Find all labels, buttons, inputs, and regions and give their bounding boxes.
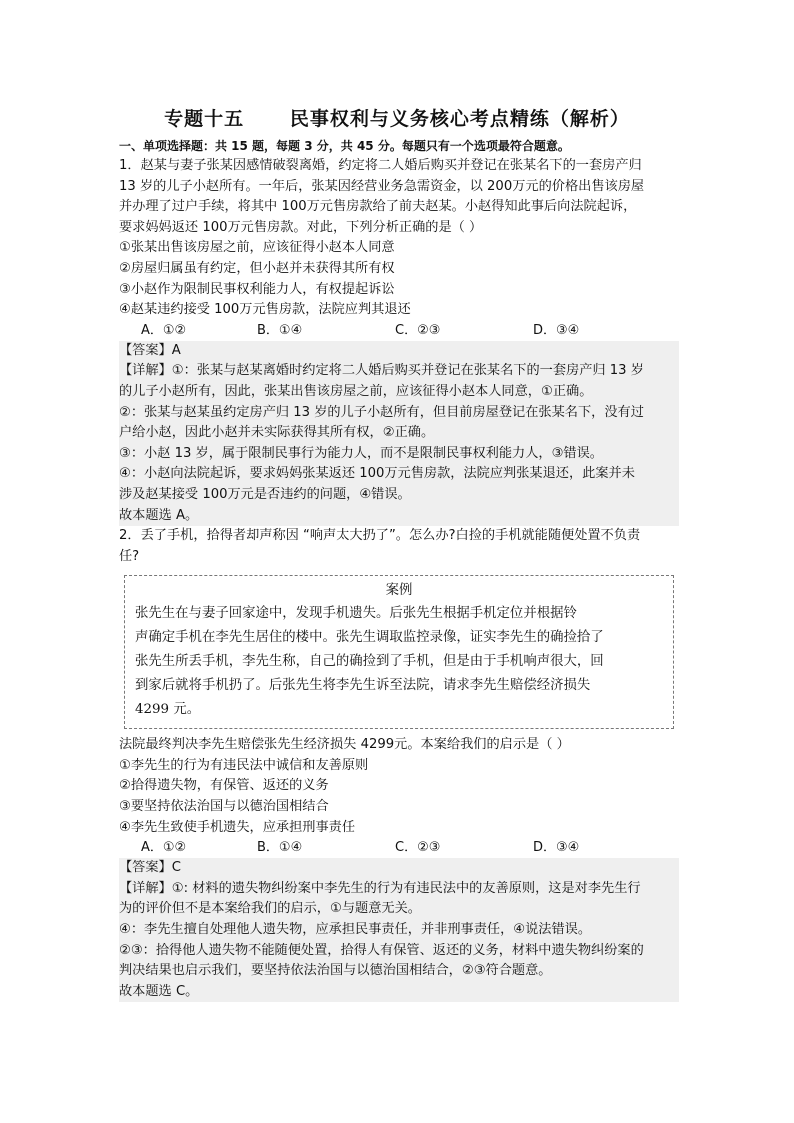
q1-item: ③小赵作为限制民事权利能力人，有权提起诉讼 xyxy=(119,281,395,297)
q2-analysis-line: 为的评价但不是本案给我们的启示，①与题意无关。 xyxy=(119,901,421,917)
case-line: 到家后就将手机扔了。后张先生将李先生诉至法院，请求李先生赔偿经济损失 xyxy=(135,678,591,694)
q1-item: ④赵某违约接受 100万元售房款，法院应判其退还 xyxy=(119,302,411,318)
case-box xyxy=(124,575,674,729)
q1-stem-line: 13 岁的儿子小赵所有。一年后，张某因经营业务急需资金，以 200万元的价格出售该房屋 xyxy=(119,178,645,194)
q2-stem-line: 任? xyxy=(119,548,140,564)
q1-stem-line: 要求妈妈返还 100万元售房款。对此，下列分析正确的是（ ） xyxy=(119,219,483,235)
page-title: 专题十五 民事权利与义务核心考点精练（解析） xyxy=(164,108,630,130)
q2-item: ①李先生的行为有违民法中诚信和友善原则 xyxy=(119,757,369,773)
q2-analysis-line: 【详解】①: 材料的遗失物纠纷案中李先生的行为有违民法中的友善原则，这是对李先生行 xyxy=(119,880,641,896)
q1-analysis-line: 【详解】①：张某与赵某离婚时约定将二人婚后购买并登记在张某名下的一套房产归 13 岁 xyxy=(119,363,644,379)
case-line: 4299 元。 xyxy=(135,702,201,718)
q1-analysis-line: 的儿子小赵所有，因此，张某出售该房屋之前，应该征得小赵本人同意，①正确。 xyxy=(119,383,593,399)
q2-analysis-line: 故本题选 C。 xyxy=(119,983,199,999)
case-title: 案例 xyxy=(385,583,413,599)
q2-after-case: 法院最终判决李先生赔偿张先生经济损失 4299元。本案给我们的启示是（ ） xyxy=(119,737,570,753)
q2-analysis-line: 判决结果也启示我们，要坚持依法治国与以德治国相结合，②③符合题意。 xyxy=(119,963,552,979)
q1-analysis-line: 户给小赵，因此小赵并未实际获得其所有权，②正确。 xyxy=(119,425,435,441)
q1-option-b: B．①④ xyxy=(257,322,303,338)
q2-analysis-line: ②③：拾得他人遗失物不能随便处置，拾得人有保管、返还的义务，材料中遗失物纠纷案的 xyxy=(119,942,644,958)
q1-analysis-line: ②：张某与赵某虽约定房产归 13 岁的儿子小赵所有，但目前房屋登记在张某名下，没有过 xyxy=(119,404,644,420)
q2-item: ③要坚持依法治国与以德治国相结合 xyxy=(119,799,329,815)
section-heading: 一、单项选择题：共 15 题，每题 3 分，共 45 分。每题只有一个选项最符合题意。 xyxy=(119,139,570,153)
q1-answer: 【答案】A xyxy=(119,342,181,358)
q2-answer: 【答案】C xyxy=(119,860,181,876)
q2-options xyxy=(119,838,679,858)
q2-option-c: C．②③ xyxy=(395,840,441,856)
q1-answer-block xyxy=(119,341,679,526)
q1-item: ②房屋归属虽有约定，但小赵并未获得其所有权 xyxy=(119,260,395,276)
q2-answer-block xyxy=(119,858,679,1002)
question-1 xyxy=(119,156,679,526)
q1-stem-line: 1．赵某与妻子张某因感情破裂离婚，约定将二人婚后购买并登记在张某名下的一套房产归 xyxy=(119,158,642,173)
q1-option-a: A．①② xyxy=(141,322,187,338)
q2-item: ②拾得遗失物，有保管、返还的义务 xyxy=(119,778,329,794)
q1-analysis-line: 故本题选 A。 xyxy=(119,507,199,523)
question-2 xyxy=(119,526,679,1002)
q1-stem-line: 并办理了过户手续，将其中 100万元售房款给了前夫赵某。小赵得知此事后向法院起诉， xyxy=(119,199,637,215)
document-body xyxy=(119,136,679,1002)
case-line: 张先生所丢手机，李先生称，自己的确捡到了手机，但是由于手机响声很大，回 xyxy=(135,654,604,670)
q2-option-a: A．①② xyxy=(141,840,187,856)
q1-option-c: C．②③ xyxy=(395,322,441,338)
q1-analysis-line: 涉及赵某接受 100万元是否违约的问题，④错误。 xyxy=(119,486,411,502)
q1-options xyxy=(119,321,679,341)
q1-item: ①张某出售该房屋之前，应该征得小赵本人同意 xyxy=(119,240,395,256)
q1-option-d: D．③④ xyxy=(533,322,580,338)
q2-analysis-line: ④：李先生擅自处理他人遗失物，应承担民事责任，并非刑事责任，④说法错误。 xyxy=(119,922,592,938)
q2-item: ④李先生致使手机遗失，应承担刑事责任 xyxy=(119,819,356,835)
q1-analysis-line: ④：小赵向法院起诉，要求妈妈张某返还 100万元售房款，法院应判张某退还，此案并未 xyxy=(119,466,635,482)
q2-option-d: D．③④ xyxy=(533,840,580,856)
case-line: 张先生在与妻子回家途中，发现手机遗失。后张先生根据手机定位并根据铃 xyxy=(135,606,577,622)
q2-stem-line: 2．丢了手机，拾得者却声称因 “响声太大扔了”。怎么办?白捡的手机就能随便处置不负责 xyxy=(119,528,641,544)
q2-option-b: B．①④ xyxy=(257,840,303,856)
case-line: 声确定手机在李先生居住的楼中。张先生调取监控录像，证实李先生的确捡拾了 xyxy=(135,630,604,646)
q1-analysis-line: ③：小赵 13 岁，属于限制民事行为能力人，而不是限制民事权利能力人，③错误。 xyxy=(119,445,603,461)
